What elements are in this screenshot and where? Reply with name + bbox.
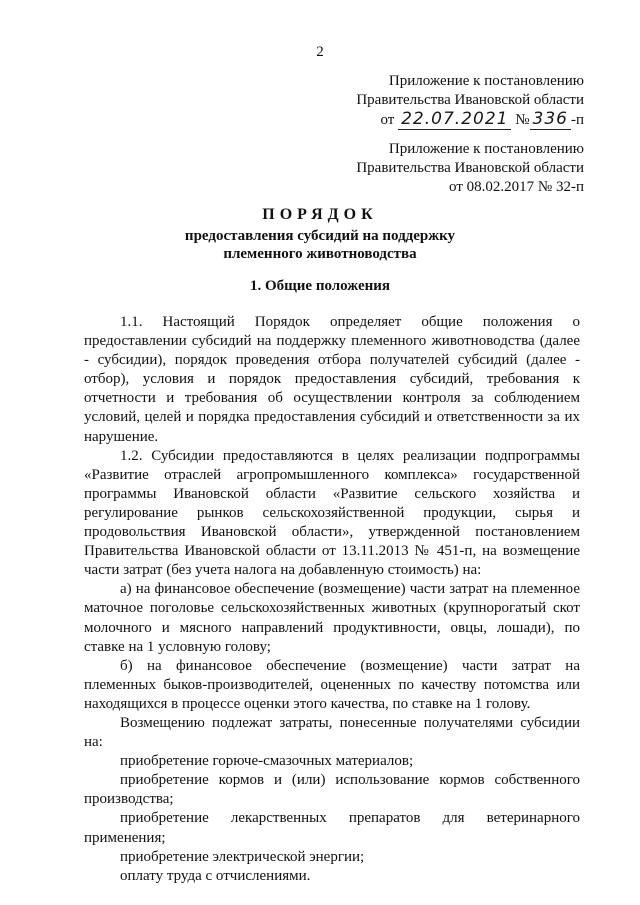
attachment-line-1: Приложение к постановлению	[388, 73, 584, 89]
subtitle-line-1: предоставления субсидий на поддержку	[184, 228, 456, 244]
paragraph-reimbursement: Возмещению подлежат затраты, понесенные получателями субсидии на:	[84, 714, 580, 751]
page-number: 2	[316, 44, 324, 60]
attachment-2-line-3: от 08.02.2017 № 32-п	[449, 179, 584, 195]
attachment-2-line-2: Правительства Ивановской области	[356, 160, 584, 176]
section-heading: 1. Общие положения	[249, 278, 391, 294]
list-item-medicines: приобретение лекарственных препаратов для ветеринарного применения;	[84, 810, 580, 846]
attachment-2-line-1: Приложение к постановлению	[388, 141, 584, 157]
subtitle-line-2: племенного животноводства	[223, 246, 417, 262]
list-item-fuel: приобретение горюче-смазочных материалов;	[120, 753, 414, 770]
number-prefix: №	[515, 112, 530, 128]
attachment-header-original	[356, 140, 584, 197]
paragraph-item-b: б) на финансовое обеспечение (возмещение) части затрат на племенных быков-производителей, оцененных по качеству потомства или находящихся в процессе оценки этого качества, по ставке на 1 голову.	[84, 657, 580, 712]
list-item-labor: оплату труда с отчислениями.	[120, 867, 311, 884]
list-item-feed: приобретение кормов и (или) использование кормов собственного производства;	[84, 772, 580, 808]
list-item-electricity: приобретение электрической энергии;	[120, 848, 365, 865]
attachment-line-2: Правительства Ивановской области	[356, 92, 584, 108]
attachment-header-new	[356, 72, 584, 130]
attachment-date-row	[356, 110, 584, 130]
handwritten-number: 336	[530, 109, 571, 130]
paragraph-1-1: 1.1. Настоящий Порядок определяет общие положения о предоставлении субсидий на поддержку племенного животноводства (далее - субсидии), порядок проведения отбора получателей субсидий (далее - отбор), условия и порядок предоставления субсидий, требования к отчетности и требования об осуществлении контроля за соблюдением условий, целей и порядка предоставления субсидий и ответственности за их нарушение.	[84, 314, 580, 445]
number-suffix: -п	[570, 112, 584, 128]
date-prefix: от	[380, 112, 395, 128]
document-subtitle	[0, 227, 640, 263]
document-title: ПОРЯДОК	[262, 206, 378, 223]
paragraph-1-2: 1.2. Субсидии предоставляются в целях реализации подпрограммы «Развитие отраслей агропромышленного комплекса» государственной программы Ивановской области «Развитие сельского хозяйства и регулирование рынков сельскохозяйственной продукции, сырья и продовольствия Ивановской области», утвержденной постановлением Правительства Ивановской области от 13.11.2013 № 451-п, на возмещение части затрат (без учета налога на добавленную стоимость) на:	[84, 447, 580, 579]
handwritten-date: 22.07.2021	[398, 109, 511, 130]
document-body	[84, 313, 580, 886]
paragraph-item-a: а) на финансовое обеспечение (возмещение) части затрат на племенное маточное поголовье сельскохозяйственных животных (крупнорогатый скот молочного и мясного направлений продуктивности, овцы, лошади), по ставке на 1 условную голову;	[84, 581, 580, 655]
